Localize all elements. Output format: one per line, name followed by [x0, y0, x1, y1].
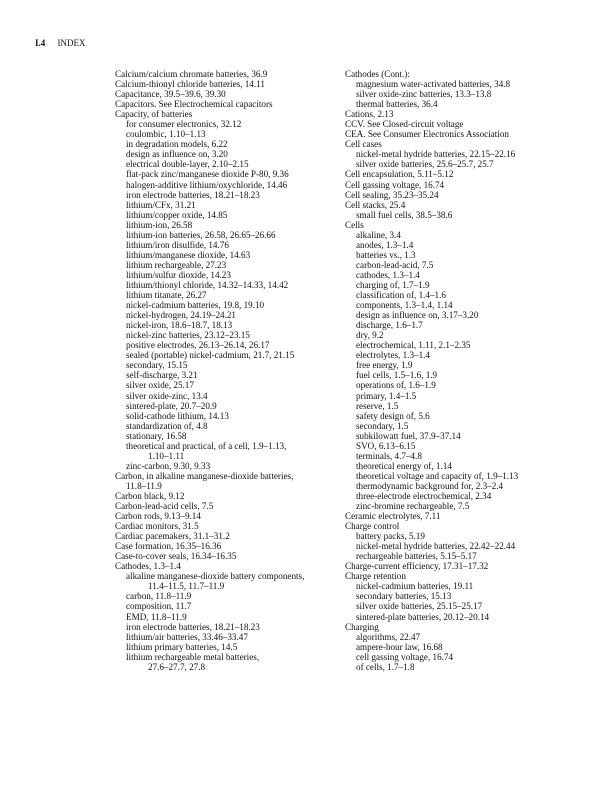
index-subentry: cell gassing voltage, 16.74 — [356, 651, 454, 662]
index-entry: Charge retention — [345, 571, 406, 582]
index-subentry: zinc-carbon, 9.30, 9.33 — [126, 460, 211, 471]
index-subentry: secondary, 15.15 — [126, 360, 188, 371]
index-entry: Calcium-thionyl chloride batteries, 14.11 — [115, 79, 265, 90]
index-subentry: EMD, 11.8–11.9 — [126, 611, 187, 622]
index-subentry: alkaline, 3.4 — [356, 229, 401, 240]
index-entry: Cardiac pacemakers, 31.1–31.2 — [115, 531, 230, 542]
index-subentry: silver oxide batteries, 25.15–25.17 — [356, 601, 483, 612]
index-subentry: lithium rechargeable, 27.23 — [126, 259, 227, 270]
index-subentry: sealed (portable) nickel-cadmium, 21.7, 21.15 — [126, 350, 295, 361]
index-subentry: silver oxide batteries, 25.6–25.7, 25.7 — [356, 159, 494, 170]
index-entry: Capacitance, 39.5–39.6, 39.30 — [115, 89, 226, 100]
index-subentry: lithium/sulfur dioxide, 14.23 — [126, 269, 231, 280]
index-subentry: nickel-hydrogen, 24.19–24.21 — [126, 310, 236, 321]
index-subentry: sintered-plate batteries, 20.12–20.14 — [356, 611, 490, 622]
index-continuation: 11.4–11.5, 11.7–11.9 — [148, 581, 225, 592]
index-subentry: terminals, 4.7–4.8 — [356, 450, 422, 461]
index-subentry: carbon-lead-acid, 7.5 — [356, 259, 434, 270]
index-subentry: halogen-additive lithium/oxychloride, 14.46 — [126, 179, 288, 190]
index-subentry: electrical double-layer, 2.10–2.15 — [126, 159, 249, 170]
index-subentry: anodes, 1.3–1.4 — [356, 239, 414, 250]
index-subentry: sintered-plate, 20.7–20.9 — [126, 400, 217, 411]
index-subentry: nickel-metal hydride batteries, 22.42–22.44 — [356, 541, 516, 552]
index-subentry: three-electrode electrochemical, 2.34 — [356, 490, 492, 501]
index-subentry: lithium-ion, 26.58 — [126, 219, 193, 230]
index-continuation: 11.8–11.9 — [126, 480, 162, 491]
index-entry: Carbon black, 9.12 — [115, 490, 185, 501]
index-entry: Cell gassing voltage, 16.74 — [345, 179, 445, 190]
index-entry: Case-to-cover seals, 16.34–16.35 — [115, 551, 237, 562]
index-subentry: in degradation models, 6.22 — [126, 139, 228, 150]
index-subentry: subkilowatt fuel, 37.9–37.14 — [356, 430, 461, 441]
index-entry: Ceramic electrolytes, 7.11 — [345, 511, 441, 522]
index-entry: Carbon, in alkaline manganese-dioxide batteries, — [115, 470, 294, 481]
index-subentry: small fuel cells, 38.5–38.6 — [356, 209, 453, 220]
index-entry: Cardiac monitors, 31.5 — [115, 521, 199, 532]
index-subentry: algorithms, 22.47 — [356, 631, 421, 642]
index-subentry: safety design of, 5.6 — [356, 410, 430, 421]
index-subentry: free energy, 1.9 — [356, 360, 413, 371]
index-subentry: battery packs, 5.19 — [356, 531, 425, 542]
index-entry: Cell encapsulation, 5.11–5.12 — [345, 169, 454, 180]
index-entry: Cells — [345, 219, 364, 230]
index-subentry: nickel-iron, 18.6–18.7, 18.13 — [126, 320, 233, 331]
index-subentry: lithium titanate, 26.27 — [126, 290, 207, 301]
index-subentry: theoretical energy of, 1.14 — [356, 460, 452, 471]
index-subentry: lithium primary batteries, 14.5 — [126, 641, 238, 652]
index-subentry: iron electrode batteries, 18.21–18.23 — [126, 621, 260, 632]
index-continuation: 27.6–27.7, 27.8 — [148, 661, 206, 672]
index-subentry: secondary batteries, 15.13 — [356, 591, 452, 602]
index-subentry: design as influence on, 3.20 — [126, 149, 228, 160]
index-subentry: lithium/CFx, 31.21 — [126, 199, 196, 210]
index-entry: Calcium/calcium chromate batteries, 36.9 — [115, 69, 268, 79]
index-subentry: silver oxide-zinc, 13.4 — [126, 390, 208, 401]
index-subentry: dry, 9.2 — [356, 330, 384, 341]
index-entry: CEA. See Consumer Electronics Association — [345, 129, 509, 140]
page-number: I.4 — [35, 38, 46, 48]
index-subentry: coulombic, 1.10–1.13 — [126, 129, 206, 140]
index-subentry: nickel-cadmium batteries, 19.11 — [356, 581, 474, 592]
index-subentry: components, 1.3–1.4, 1.14 — [356, 300, 453, 311]
index-subentry: self-discharge, 3.21 — [126, 370, 198, 381]
index-subentry: magnesium water-activated batteries, 34.8 — [356, 79, 511, 90]
index-subentry: stationary, 16.58 — [126, 430, 187, 441]
index-entry: Capacity, of batteries — [115, 109, 193, 120]
index-subentry: lithium/copper oxide, 14.85 — [126, 209, 228, 220]
index-subentry: cathodes, 1.3–1.4 — [356, 269, 420, 280]
index-subentry: theoretical voltage and capacity of, 1.9–1.13 — [356, 470, 519, 481]
index-entry: Case formation, 16.35–16.36 — [115, 541, 222, 552]
index-entry: Capacitors. See Electrochemical capacitors — [115, 99, 273, 110]
index-entry: Cathodes, 1.3–1.4 — [115, 561, 181, 572]
index-subentry: lithium/thionyl chloride, 14.32–14.33, 14.42 — [126, 279, 289, 290]
index-subentry: silver oxide-zinc batteries, 13.3–13.8 — [356, 89, 492, 100]
index-subentry: lithium/air batteries, 33.46–33.47 — [126, 631, 248, 642]
index-subentry: primary, 1.4–1.5 — [356, 390, 417, 401]
index-subentry: lithium/manganese dioxide, 14.63 — [126, 249, 251, 260]
index-entry: Cell cases — [345, 139, 382, 150]
index-subentry: operations of, 1.6–1.9 — [356, 380, 436, 391]
index-subentry: nickel-zinc batteries, 23.12–23.15 — [126, 330, 250, 341]
index-entry: CCV. See Closed-circuit voltage — [345, 119, 464, 130]
index-subentry: electrolytes, 1.3–1.4 — [356, 350, 430, 361]
index-subentry: thermal batteries, 36.4 — [356, 99, 438, 110]
index-subentry: rechargeable batteries, 5.15–5.17 — [356, 551, 477, 562]
index-entry: Charging — [345, 621, 379, 632]
index-subentry: standardization of, 4.8 — [126, 420, 208, 431]
index-entry: Cations, 2.13 — [345, 109, 394, 120]
index-subentry: carbon, 11.8–11.9 — [126, 591, 192, 602]
index-subentry: solid-cathode lithium, 14.13 — [126, 410, 229, 421]
index-column-left — [115, 69, 340, 672]
index-subentry: positive electrodes, 26.13–26.14, 26.17 — [126, 340, 270, 351]
index-entry: Cell sealing, 35.23–35.24 — [345, 189, 439, 200]
index-subentry: batteries vs., 1.3 — [356, 249, 416, 260]
index-subentry: zinc-bromine rechargeable, 7.5 — [356, 501, 470, 512]
running-header — [35, 38, 86, 48]
index-subentry: silver oxide, 25.17 — [126, 380, 194, 391]
index-entry: Carbon-lead-acid cells, 7.5 — [115, 501, 214, 512]
index-subentry: of cells, 1.7–1.8 — [356, 661, 415, 672]
index-entry: Charge-current efficiency, 17.31–17.32 — [345, 561, 489, 572]
index-subentry: flat-pack zinc/manganese dioxide P-80, 9.36 — [126, 169, 289, 180]
index-subentry: lithium-ion batteries, 26.58, 26.65–26.66 — [126, 229, 276, 240]
index-subentry: theoretical and practical, of a cell, 1.9–1.13, — [126, 440, 287, 451]
index-entry: Cathodes (Cont.): — [345, 69, 410, 79]
index-subentry: for consumer electronics, 32.12 — [126, 119, 242, 130]
index-subentry: SVO, 6.13–6.15 — [356, 440, 416, 451]
index-subentry: fuel cells, 1.5–1.6, 1.9 — [356, 370, 438, 381]
index-subentry: lithium rechargeable metal batteries, — [126, 651, 260, 662]
index-subentry: design as influence on, 3.17–3.20 — [356, 310, 479, 321]
index-subentry: electrochemical, 1.11, 2.1–2.35 — [356, 340, 471, 351]
index-subentry: classification of, 1.4–1.6 — [356, 290, 446, 301]
index-subentry: alkaline manganese-dioxide battery components, — [126, 571, 305, 582]
index-subentry: lithium/iron disulfide, 14.76 — [126, 239, 229, 250]
index-subentry: secondary, 1.5 — [356, 420, 409, 431]
index-subentry: composition, 11.7 — [126, 601, 192, 612]
index-continuation: 1.10–1.11 — [148, 450, 185, 461]
index-subentry: ampere-hour law, 16.68 — [356, 641, 443, 652]
index-subentry: thermodynamic background for, 2.3–2.4 — [356, 480, 504, 491]
index-subentry: charging of, 1.7–1.9 — [356, 279, 430, 290]
index-subentry: discharge, 1.6–1.7 — [356, 320, 423, 331]
index-entry: Charge control — [345, 521, 400, 532]
header-title: INDEX — [57, 38, 86, 48]
index-subentry: iron electrode batteries, 18.21–18.23 — [126, 189, 260, 200]
index-column-right — [345, 69, 575, 672]
index-entry: Carbon rods, 9.13–9.14 — [115, 511, 201, 522]
index-subentry: reserve, 1.5 — [356, 400, 399, 411]
index-subentry: nickel-metal hydride batteries, 22.15–22.16 — [356, 149, 516, 160]
index-entry: Cell stacks, 25.4 — [345, 199, 406, 210]
index-subentry: nickel-cadmium batteries, 19.8, 19.10 — [126, 300, 265, 311]
